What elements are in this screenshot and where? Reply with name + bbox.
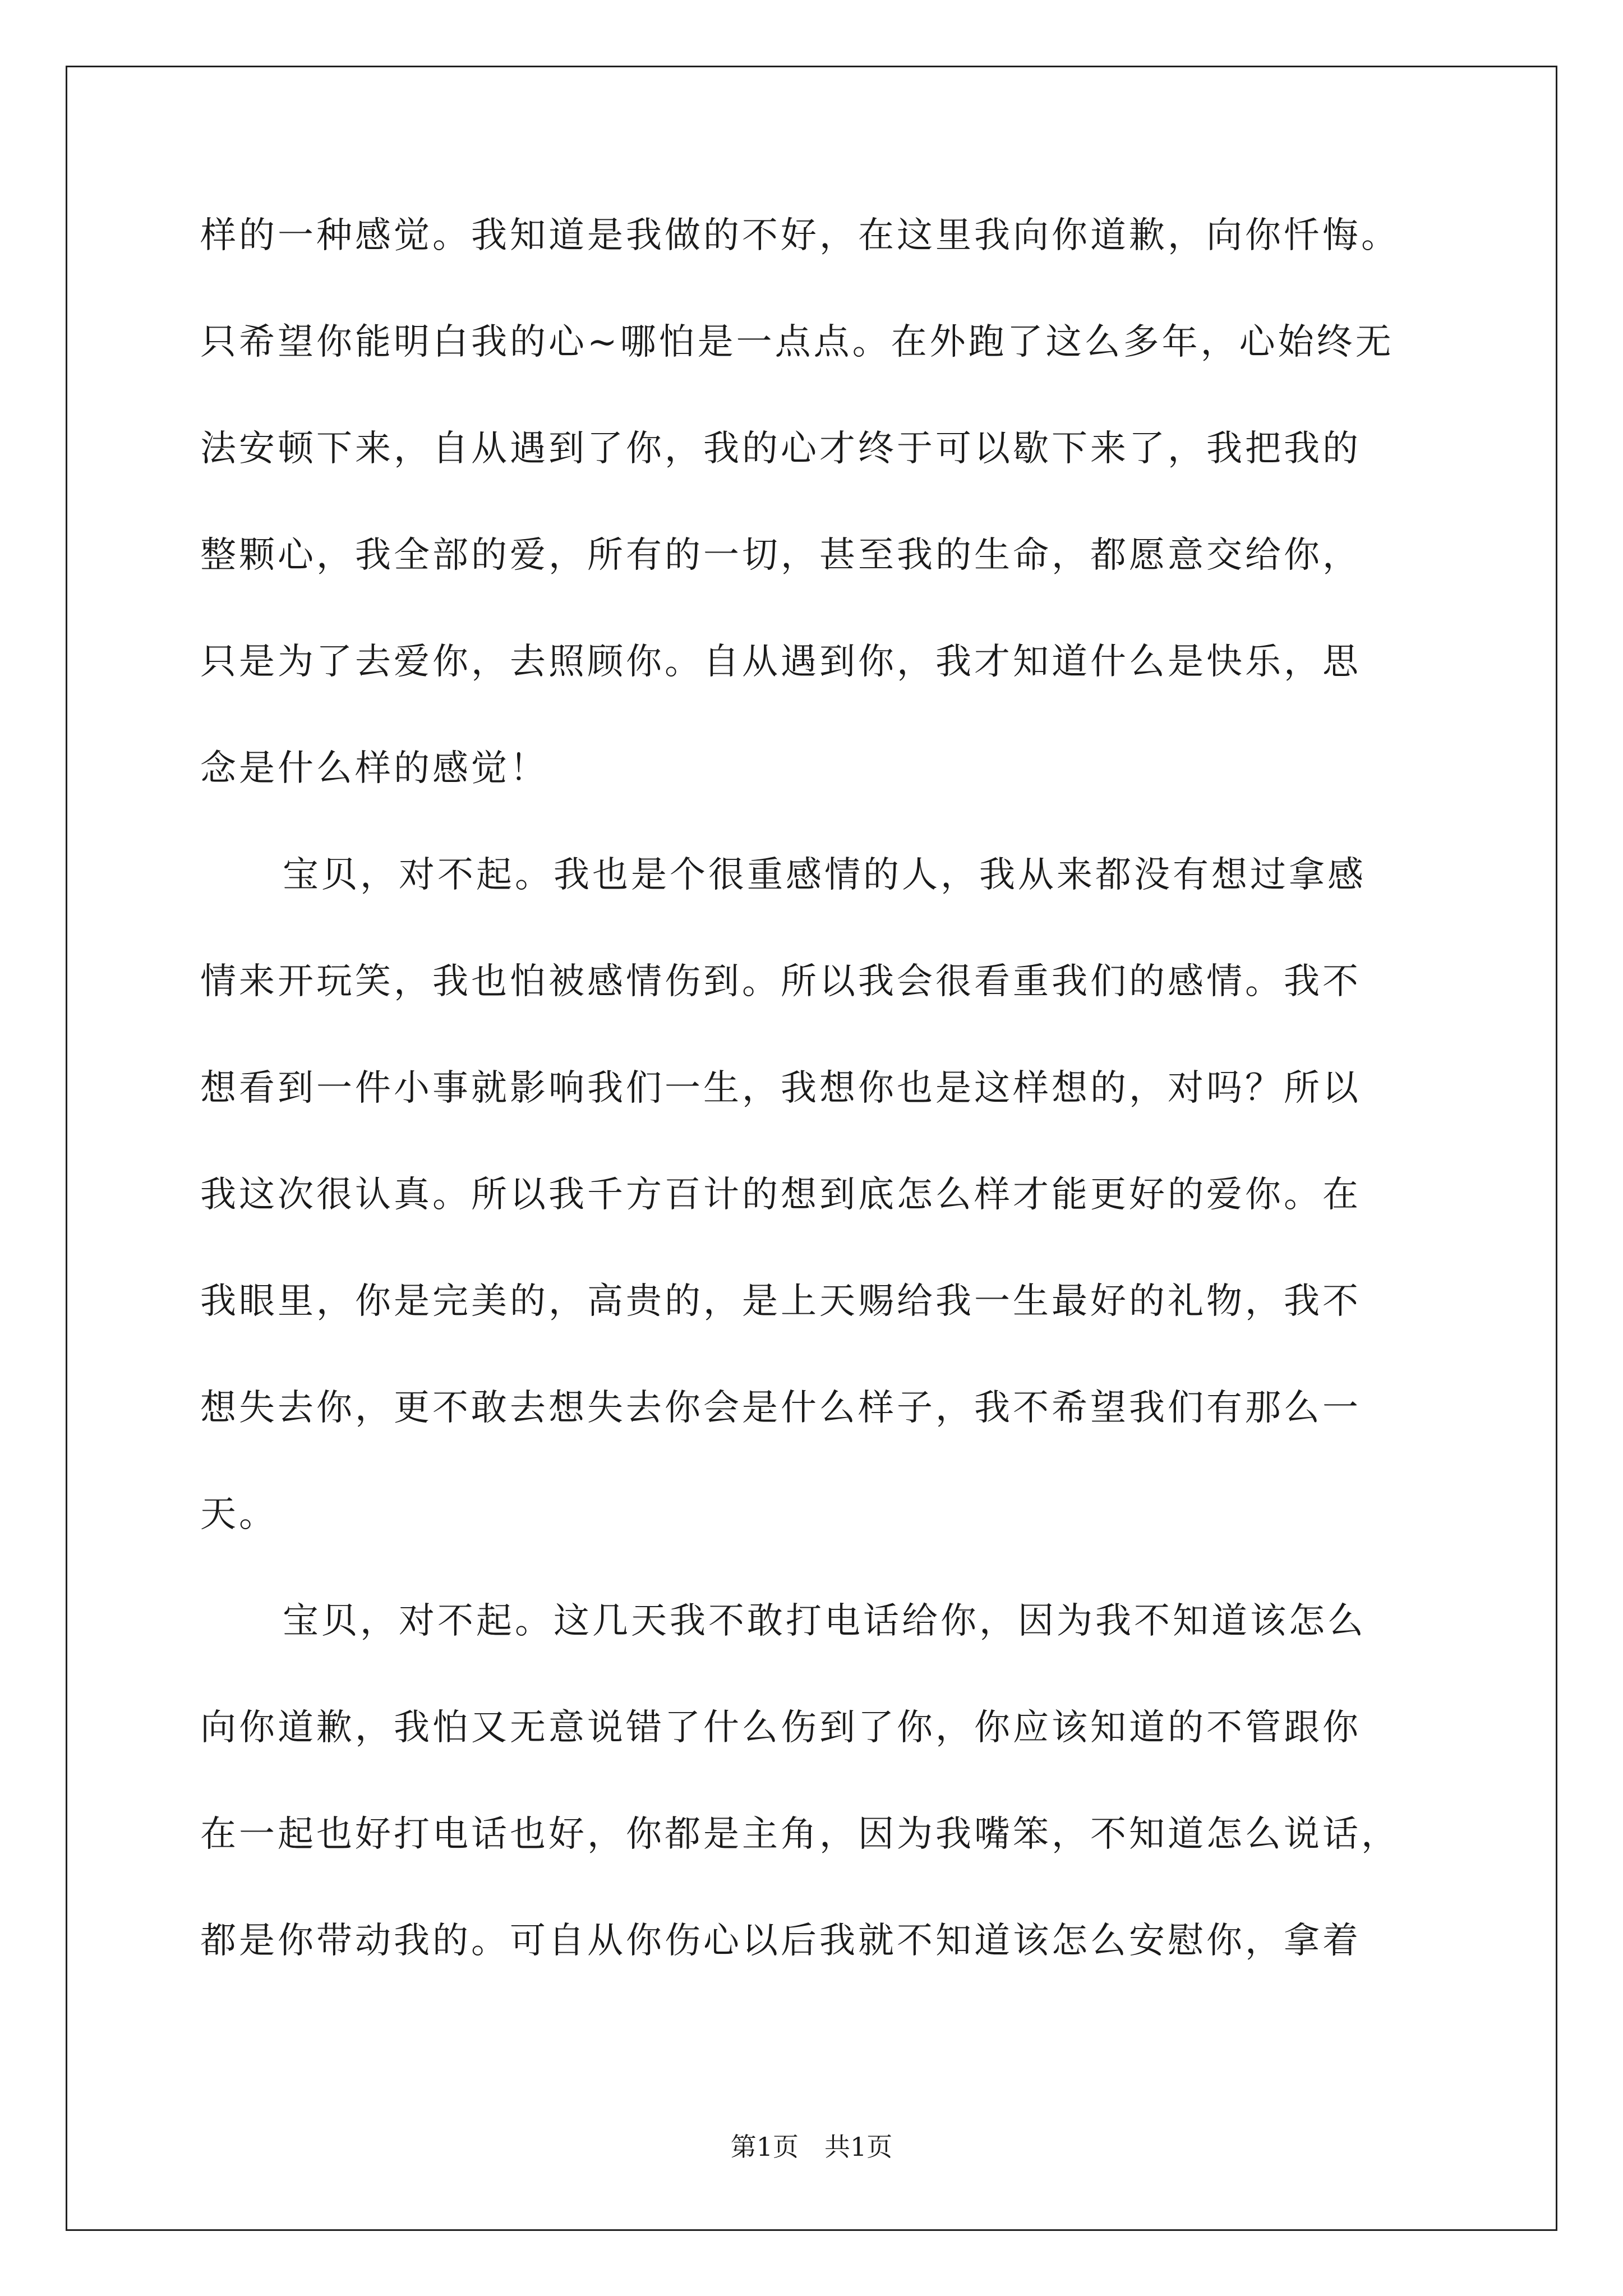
text-line: 法安顿下来，自从遇到了你，我的心才终于可以歇下来了，我把我的 xyxy=(200,428,1361,470)
text-line: 想看到一件小事就影响我们一生，我想你也是这样想的，对吗？所以 xyxy=(200,1068,1361,1109)
text-line: 整颗心，我全部的爱，所有的一切，甚至我的生命，都愿意交给你， xyxy=(200,535,1361,576)
document-body xyxy=(200,182,1434,1994)
text-line: 只是为了去爱你，去照顾你。自从遇到你，我才知道什么是快乐，思 xyxy=(200,641,1361,683)
text-line: 都是你带动我的。可自从你伤心以后我就不知道该怎么安慰你，拿着 xyxy=(200,1920,1361,1962)
text-line: 宝贝，对不起。这几天我不敢打电话给你，因为我不知道该怎么 xyxy=(283,1600,1366,1642)
text-line: 情来开玩笑，我也怕被感情伤到。所以我会很看重我们的感情。我不 xyxy=(200,961,1361,1002)
text-line: 宝贝，对不起。我也是个很重感情的人，我从来都没有想过拿感 xyxy=(283,854,1366,896)
text-line: 天。 xyxy=(200,1494,278,1535)
text-line: 在一起也好打电话也好，你都是主角，因为我嘴笨，不知道怎么说话， xyxy=(200,1814,1400,1855)
text-line: 我眼里，你是完美的，高贵的，是上天赐给我一生最好的礼物，我不 xyxy=(200,1281,1361,1322)
text-line: 我这次很认真。所以我千方百计的想到底怎么样才能更好的爱你。在 xyxy=(200,1174,1361,1216)
text-line: 只希望你能明白我的心~哪怕是一点点。在外跑了这么多年，心始终无 xyxy=(200,321,1394,363)
text-line: 念是什么样的感觉！ xyxy=(200,748,548,789)
text-line: 想失去你，更不敢去想失去你会是什么样子，我不希望我们有那么一 xyxy=(200,1387,1361,1429)
text-line: 向你道歉，我怕又无意说错了什么伤到了你，你应该知道的不管跟你 xyxy=(200,1707,1361,1749)
page-number-footer: 第1页 共1页 xyxy=(730,2132,893,2162)
text-line: 样的一种感觉。我知道是我做的不好，在这里我向你道歉，向你忏悔。 xyxy=(200,215,1400,256)
